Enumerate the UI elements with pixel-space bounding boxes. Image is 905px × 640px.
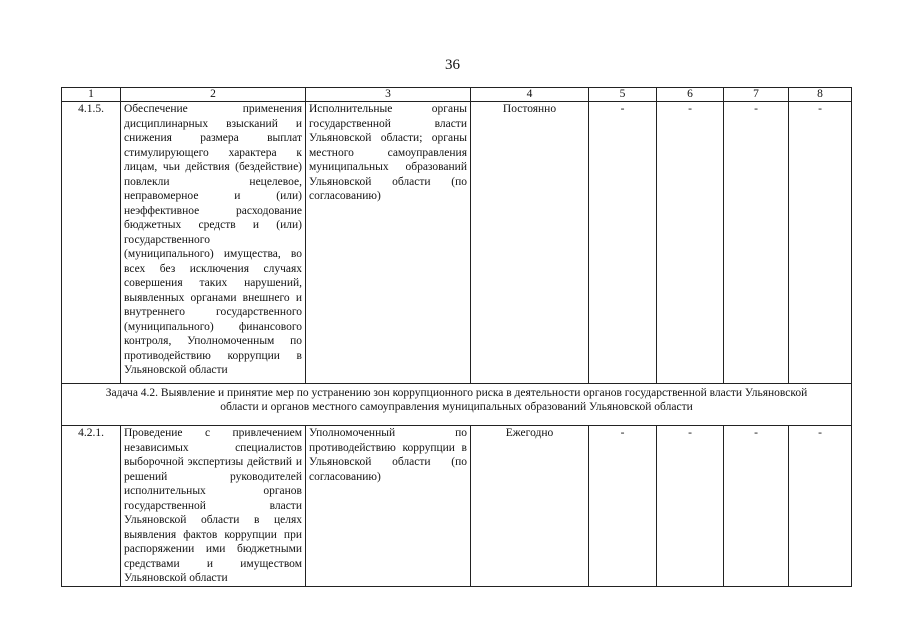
value-cell: - [589,102,657,384]
executor-cell: Уполномоченный по противодействию коррупции в Ульяновской области (по согласованию) [306,426,471,587]
column-header: 2 [121,88,306,102]
column-header: 8 [789,88,852,102]
term-cell: Ежегодно [471,426,589,587]
measure-description: Обеспечение применения дисциплинарных взысканий и снижения размера выплат стимулирующего характера к лицам, чьи действия (бездействие) повлекли нецелевое, неправомерное и (или) неэффективное расходование бюджетных средств и (или) государственного (муниципального) имущества, во всех без исключения случаях совершения таких нарушений, выявленных органами внешнего и внутреннего государственного (муниципального) финансового контроля, Уполномоченным по противодействию коррупции в Ульяновской области [121,102,306,384]
table-row [62,102,852,384]
measures-table [61,87,852,587]
value-cell: - [724,426,789,587]
task-row [62,384,852,426]
table-row [62,426,852,587]
value-cell: - [789,102,852,384]
column-header: 3 [306,88,471,102]
value-cell: - [724,102,789,384]
table-header-row [62,88,852,102]
executor-cell: Исполнительные органы государственной власти Ульяновской области; органы местного самоуправления муниципальных образований Ульяновской области (по согласованию) [306,102,471,384]
task-heading: Задача 4.2. Выявление и принятие мер по устранению зон коррупционного риска в деятельности органов государственной власти Ульяновской области и органов местного самоуправления муниципальных образований Ульяновской области [62,384,852,426]
term-cell: Постоянно [471,102,589,384]
measure-description: Проведение с привлечением независимых специалистов выборочной экспертизы действий и решений руководителей исполнительных органов государственной власти Ульяновской области в целях выявления фактов коррупции при распоряжении ими бюджетными средствами и имуществом Ульяновской области [121,426,306,587]
column-header: 6 [657,88,724,102]
item-number: 4.2.1. [62,426,121,587]
item-number: 4.1.5. [62,102,121,384]
value-cell: - [657,426,724,587]
value-cell: - [789,426,852,587]
column-header: 1 [62,88,121,102]
value-cell: - [657,102,724,384]
column-header: 5 [589,88,657,102]
value-cell: - [589,426,657,587]
page-number: 36 [445,57,460,73]
column-header: 4 [471,88,589,102]
column-header: 7 [724,88,789,102]
